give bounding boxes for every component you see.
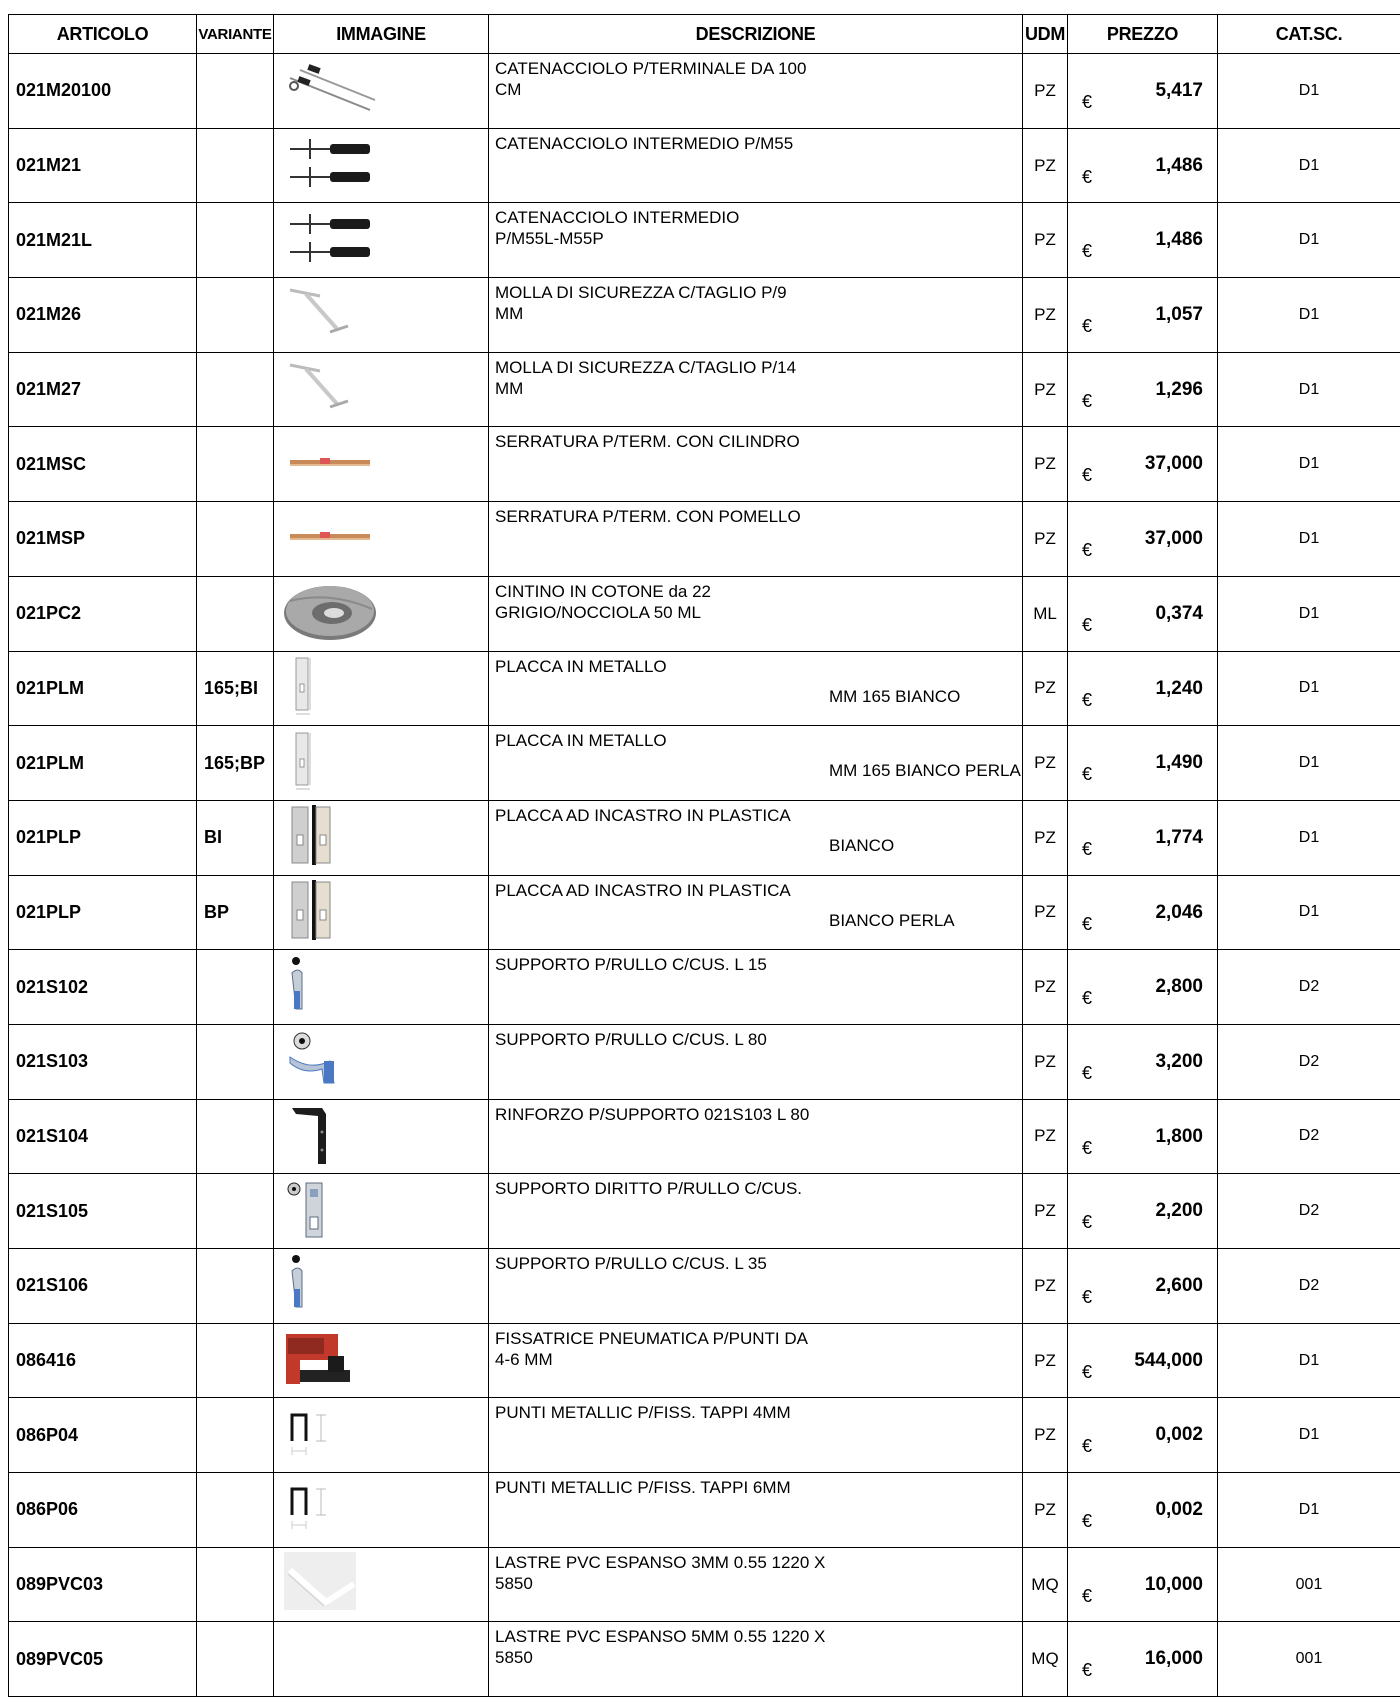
immagine-cell [274, 800, 489, 875]
descrizione-cell [489, 1174, 1023, 1249]
udm-cell: PZ [1023, 427, 1068, 502]
price-value: 1,240 [1155, 678, 1203, 700]
price-value: 1,486 [1155, 229, 1203, 251]
udm-cell: PZ [1023, 502, 1068, 577]
cat-sc-cell: D1 [1218, 726, 1400, 801]
description-line-1: SUPPORTO P/RULLO C/CUS. L 15 [495, 955, 767, 974]
descrizione-cell [489, 1473, 1023, 1548]
immagine-cell [274, 1473, 489, 1548]
pvc-sheets-image [280, 1550, 488, 1619]
price-value: 544,000 [1134, 1350, 1203, 1372]
descrizione-cell [489, 726, 1023, 801]
description-line-1: SUPPORTO P/RULLO C/CUS. L 80 [495, 1030, 767, 1049]
articolo-cell: 021S102 [9, 950, 197, 1025]
articolo-cell: 021MSC [9, 427, 197, 502]
description-variant: BIANCO PERLA [829, 910, 955, 931]
prezzo-cell [1068, 1024, 1218, 1099]
metal-plate-image [280, 729, 488, 798]
immagine-cell [274, 1099, 489, 1174]
variante-cell [197, 1622, 274, 1697]
euro-symbol: € [1082, 92, 1092, 113]
table-body [9, 54, 1400, 1697]
roller-support-small-image [280, 1251, 488, 1320]
table-row [9, 278, 1400, 353]
description-line-1: CATENACCIOLO INTERMEDIO [495, 208, 739, 227]
prezzo-cell [1068, 1099, 1218, 1174]
table-row [9, 1473, 1400, 1548]
euro-symbol: € [1082, 690, 1092, 711]
prezzo-cell [1068, 352, 1218, 427]
descrizione-cell [489, 950, 1023, 1025]
header-prezzo: PREZZO [1068, 15, 1218, 54]
price-value: 1,800 [1155, 1126, 1203, 1148]
variante-cell [197, 203, 274, 278]
immagine-cell [274, 1174, 489, 1249]
description-line-1: PUNTI METALLIC P/FISS. TAPPI 4MM [495, 1403, 791, 1422]
udm-cell: PZ [1023, 1174, 1068, 1249]
euro-symbol: € [1082, 391, 1092, 412]
variante-cell [197, 54, 274, 129]
euro-symbol: € [1082, 465, 1092, 486]
descrizione-cell [489, 54, 1023, 129]
table-row [9, 576, 1400, 651]
table-row [9, 427, 1400, 502]
description-line-1: MOLLA DI SICUREZZA C/TAGLIO P/14 [495, 358, 796, 377]
euro-symbol: € [1082, 316, 1092, 337]
euro-symbol: € [1082, 1362, 1092, 1383]
articolo-cell: 089PVC03 [9, 1547, 197, 1622]
articolo-cell: 021PLP [9, 800, 197, 875]
price-value: 1,057 [1155, 304, 1203, 326]
prezzo-cell [1068, 427, 1218, 502]
articolo-cell: 021PC2 [9, 576, 197, 651]
safety-spring-image [280, 282, 488, 347]
cat-sc-cell: D1 [1218, 1323, 1400, 1398]
variante-cell [197, 1398, 274, 1473]
articolo-cell: 021M21L [9, 203, 197, 278]
prezzo-cell [1068, 1174, 1218, 1249]
table-row [9, 1099, 1400, 1174]
udm-cell: PZ [1023, 278, 1068, 353]
description-line-2: MM [495, 378, 1016, 399]
euro-symbol: € [1082, 988, 1092, 1009]
variante-cell [197, 427, 274, 502]
immagine-cell [274, 875, 489, 950]
prezzo-cell [1068, 576, 1218, 651]
description-variant: MM 165 BIANCO [829, 686, 960, 707]
udm-cell: MQ [1023, 1547, 1068, 1622]
articolo-cell: 021S105 [9, 1174, 197, 1249]
description-variant: MM 165 BIANCO PERLA [829, 760, 1021, 781]
cat-sc-cell: D2 [1218, 1174, 1400, 1249]
descrizione-cell [489, 1249, 1023, 1324]
latch-bolts-image [280, 133, 488, 198]
cat-sc-cell: D1 [1218, 576, 1400, 651]
roller-support-straight-image [280, 1177, 488, 1246]
price-value: 10,000 [1145, 1574, 1203, 1596]
immagine-cell [274, 651, 489, 726]
description-line-1: FISSATRICE PNEUMATICA P/PUNTI DA [495, 1329, 808, 1348]
price-value: 1,486 [1155, 155, 1203, 177]
header-variante: VARIANTE [197, 15, 274, 54]
staple-image [280, 1475, 488, 1544]
euro-symbol: € [1082, 540, 1092, 561]
description-line-1: CATENACCIOLO INTERMEDIO P/M55 [495, 134, 793, 153]
descrizione-cell [489, 1323, 1023, 1398]
table-row [9, 1398, 1400, 1473]
descrizione-cell [489, 800, 1023, 875]
descrizione-cell [489, 502, 1023, 577]
latch-bolts-image [280, 208, 488, 273]
price-value: 2,600 [1155, 1275, 1203, 1297]
euro-symbol: € [1082, 914, 1092, 935]
descrizione-cell [489, 1622, 1023, 1697]
description-line-1: LASTRE PVC ESPANSO 5MM 0.55 1220 X [495, 1627, 825, 1646]
immagine-cell [274, 427, 489, 502]
prezzo-cell [1068, 1622, 1218, 1697]
price-value: 3,200 [1155, 1051, 1203, 1073]
prezzo-cell [1068, 1547, 1218, 1622]
prezzo-cell [1068, 203, 1218, 278]
descrizione-cell [489, 875, 1023, 950]
description-variant: BIANCO [829, 835, 894, 856]
euro-symbol: € [1082, 1063, 1092, 1084]
articolo-cell: 021PLM [9, 726, 197, 801]
plastic-plate-image [280, 878, 488, 947]
udm-cell: PZ [1023, 352, 1068, 427]
cat-sc-cell: D1 [1218, 278, 1400, 353]
udm-cell: ML [1023, 576, 1068, 651]
variante-cell [197, 128, 274, 203]
udm-cell: PZ [1023, 875, 1068, 950]
articolo-cell: 021M21 [9, 128, 197, 203]
udm-cell: PZ [1023, 1024, 1068, 1099]
immagine-cell [274, 128, 489, 203]
cat-sc-cell: D1 [1218, 800, 1400, 875]
price-value: 2,046 [1155, 902, 1203, 924]
descrizione-cell [489, 651, 1023, 726]
prezzo-cell [1068, 875, 1218, 950]
descrizione-cell [489, 576, 1023, 651]
pneumatic-stapler-image [280, 1326, 488, 1395]
euro-symbol: € [1082, 1212, 1092, 1233]
price-value: 5,417 [1155, 80, 1203, 102]
cat-sc-cell: D1 [1218, 203, 1400, 278]
immagine-cell [274, 502, 489, 577]
variante-cell [197, 1323, 274, 1398]
price-value: 0,002 [1155, 1499, 1203, 1521]
description-line-1: RINFORZO P/SUPPORTO 021S103 L 80 [495, 1105, 809, 1124]
descrizione-cell [489, 203, 1023, 278]
euro-symbol: € [1082, 1436, 1092, 1457]
cat-sc-cell: D1 [1218, 54, 1400, 129]
cat-sc-cell: D2 [1218, 1249, 1400, 1324]
description-line-1: LASTRE PVC ESPANSO 3MM 0.55 1220 X [495, 1553, 825, 1572]
safety-spring-image [280, 357, 488, 422]
cat-sc-cell: D2 [1218, 1024, 1400, 1099]
price-value: 1,296 [1155, 379, 1203, 401]
articolo-cell: 021S104 [9, 1099, 197, 1174]
description-line-2: 5850 [495, 1647, 1016, 1668]
header-immagine: IMMAGINE [274, 15, 489, 54]
description-line-1: CINTINO IN COTONE da 22 [495, 582, 711, 601]
udm-cell: PZ [1023, 1099, 1068, 1174]
prezzo-cell [1068, 726, 1218, 801]
description-line-1: CATENACCIOLO P/TERMINALE DA 100 [495, 59, 806, 78]
table-row [9, 54, 1400, 129]
variante-cell: BI [197, 800, 274, 875]
cat-sc-cell: D1 [1218, 1473, 1400, 1548]
euro-symbol: € [1082, 167, 1092, 188]
prezzo-cell [1068, 800, 1218, 875]
euro-symbol: € [1082, 1287, 1092, 1308]
udm-cell: PZ [1023, 54, 1068, 129]
variante-cell [197, 1473, 274, 1548]
description-line-2: P/M55L-M55P [495, 228, 1016, 249]
cat-sc-cell: D1 [1218, 128, 1400, 203]
descrizione-cell [489, 427, 1023, 502]
cat-sc-cell: 001 [1218, 1547, 1400, 1622]
descrizione-cell [489, 1547, 1023, 1622]
description-line-2: GRIGIO/NOCCIOLA 50 ML [495, 602, 1016, 623]
variante-cell: 165;BI [197, 651, 274, 726]
immagine-cell [274, 1398, 489, 1473]
table-row [9, 1249, 1400, 1324]
price-value: 2,800 [1155, 976, 1203, 998]
description-line-2: 4-6 MM [495, 1349, 1016, 1370]
description-line-2: CM [495, 79, 1016, 100]
descrizione-cell [489, 1398, 1023, 1473]
udm-cell: PZ [1023, 1398, 1068, 1473]
description-line-1: PLACCA AD INCASTRO IN PLASTICA [495, 806, 791, 825]
articolo-cell: 021MSP [9, 502, 197, 577]
immagine-cell [274, 1547, 489, 1622]
immagine-cell [274, 1249, 489, 1324]
prezzo-cell [1068, 502, 1218, 577]
articolo-cell: 086P04 [9, 1398, 197, 1473]
cat-sc-cell: D1 [1218, 1398, 1400, 1473]
description-line-2: 5850 [495, 1573, 1016, 1594]
cat-sc-cell: D2 [1218, 1099, 1400, 1174]
price-value: 16,000 [1145, 1648, 1203, 1670]
articolo-cell: 021M26 [9, 278, 197, 353]
price-list-table [8, 14, 1400, 1697]
variante-cell [197, 352, 274, 427]
euro-symbol: € [1082, 1660, 1092, 1681]
table-row [9, 800, 1400, 875]
description-line-1: MOLLA DI SICUREZZA C/TAGLIO P/9 [495, 283, 787, 302]
euro-symbol: € [1082, 615, 1092, 636]
price-value: 1,490 [1155, 752, 1203, 774]
prezzo-cell [1068, 54, 1218, 129]
articolo-cell: 021PLP [9, 875, 197, 950]
variante-cell [197, 950, 274, 1025]
variante-cell: BP [197, 875, 274, 950]
table-row [9, 352, 1400, 427]
roller-support-small-image [280, 953, 488, 1022]
prezzo-cell [1068, 651, 1218, 726]
header-cat-sc: CAT.SC. [1218, 15, 1400, 54]
articolo-cell: 021PLM [9, 651, 197, 726]
plastic-plate-image [280, 803, 488, 872]
euro-symbol: € [1082, 764, 1092, 785]
table-row [9, 1323, 1400, 1398]
variante-cell [197, 1174, 274, 1249]
price-value: 2,200 [1155, 1200, 1203, 1222]
descrizione-cell [489, 1099, 1023, 1174]
immagine-cell [274, 1024, 489, 1099]
prezzo-cell [1068, 1249, 1218, 1324]
variante-cell: 165;BP [197, 726, 274, 801]
description-line-1: SUPPORTO P/RULLO C/CUS. L 35 [495, 1254, 767, 1273]
udm-cell: PZ [1023, 1249, 1068, 1324]
table-row [9, 651, 1400, 726]
euro-symbol: € [1082, 1511, 1092, 1532]
euro-symbol: € [1082, 1586, 1092, 1607]
udm-cell: PZ [1023, 950, 1068, 1025]
immagine-cell [274, 726, 489, 801]
header-articolo: ARTICOLO [9, 15, 197, 54]
udm-cell: MQ [1023, 1622, 1068, 1697]
descrizione-cell [489, 128, 1023, 203]
price-value: 37,000 [1145, 528, 1203, 550]
immagine-cell [274, 576, 489, 651]
bracket-image [280, 1102, 488, 1171]
immagine-cell [274, 1622, 489, 1697]
description-line-1: SERRATURA P/TERM. CON CILINDRO [495, 432, 800, 451]
cat-sc-cell: D2 [1218, 950, 1400, 1025]
cat-sc-cell: 001 [1218, 1622, 1400, 1697]
udm-cell: PZ [1023, 1323, 1068, 1398]
strap-roll-image [280, 581, 488, 646]
prezzo-cell [1068, 278, 1218, 353]
euro-symbol: € [1082, 241, 1092, 262]
articolo-cell: 086416 [9, 1323, 197, 1398]
variante-cell [197, 278, 274, 353]
descrizione-cell [489, 278, 1023, 353]
table-row [9, 203, 1400, 278]
prezzo-cell [1068, 1323, 1218, 1398]
table-row [9, 502, 1400, 577]
staple-image [280, 1401, 488, 1470]
descrizione-cell [489, 1024, 1023, 1099]
udm-cell: PZ [1023, 800, 1068, 875]
cat-sc-cell: D1 [1218, 875, 1400, 950]
table-row [9, 726, 1400, 801]
prezzo-cell [1068, 128, 1218, 203]
catenaccio-rods-image [280, 58, 488, 123]
immagine-cell [274, 203, 489, 278]
udm-cell: PZ [1023, 726, 1068, 801]
cat-sc-cell: D1 [1218, 651, 1400, 726]
udm-cell: PZ [1023, 128, 1068, 203]
price-value: 37,000 [1145, 453, 1203, 475]
prezzo-cell [1068, 1398, 1218, 1473]
articolo-cell: 021S103 [9, 1024, 197, 1099]
variante-cell [197, 502, 274, 577]
description-line-1: PUNTI METALLIC P/FISS. TAPPI 6MM [495, 1478, 791, 1497]
variante-cell [197, 1099, 274, 1174]
table-row [9, 1174, 1400, 1249]
description-line-2: MM [495, 303, 1016, 324]
description-line-1: PLACCA IN METALLO [495, 731, 667, 750]
immagine-cell [274, 278, 489, 353]
table-row [9, 950, 1400, 1025]
immagine-cell [274, 54, 489, 129]
lock-bar-image [280, 432, 488, 497]
description-line-1: SERRATURA P/TERM. CON POMELLO [495, 507, 801, 526]
variante-cell [197, 1249, 274, 1324]
articolo-cell: 089PVC05 [9, 1622, 197, 1697]
immagine-cell [274, 950, 489, 1025]
articolo-cell: 021M27 [9, 352, 197, 427]
price-value: 0,002 [1155, 1424, 1203, 1446]
euro-symbol: € [1082, 1138, 1092, 1159]
euro-symbol: € [1082, 839, 1092, 860]
descrizione-cell [489, 352, 1023, 427]
lock-bar-image [280, 506, 488, 571]
cat-sc-cell: D1 [1218, 427, 1400, 502]
articolo-cell: 021S106 [9, 1249, 197, 1324]
header-row [9, 15, 1400, 54]
variante-cell [197, 1547, 274, 1622]
table-row [9, 128, 1400, 203]
articolo-cell: 086P06 [9, 1473, 197, 1548]
variante-cell [197, 576, 274, 651]
description-line-1: PLACCA AD INCASTRO IN PLASTICA [495, 881, 791, 900]
description-line-1: PLACCA IN METALLO [495, 657, 667, 676]
udm-cell: PZ [1023, 1473, 1068, 1548]
roller-support-wide-image [280, 1027, 488, 1096]
table-row [9, 875, 1400, 950]
cat-sc-cell: D1 [1218, 502, 1400, 577]
price-value: 1,774 [1155, 827, 1203, 849]
description-line-1: SUPPORTO DIRITTO P/RULLO C/CUS. [495, 1179, 802, 1198]
udm-cell: PZ [1023, 651, 1068, 726]
metal-plate-image [280, 654, 488, 723]
cat-sc-cell: D1 [1218, 352, 1400, 427]
variante-cell [197, 1024, 274, 1099]
articolo-cell: 021M20100 [9, 54, 197, 129]
immagine-cell [274, 352, 489, 427]
table-row [9, 1024, 1400, 1099]
header-descrizione: DESCRIZIONE [489, 15, 1023, 54]
prezzo-cell [1068, 1473, 1218, 1548]
udm-cell: PZ [1023, 203, 1068, 278]
prezzo-cell [1068, 950, 1218, 1025]
price-value: 0,374 [1155, 603, 1203, 625]
table-row [9, 1547, 1400, 1622]
table-row [9, 1622, 1400, 1697]
immagine-cell [274, 1323, 489, 1398]
header-udm: UDM [1023, 15, 1068, 54]
